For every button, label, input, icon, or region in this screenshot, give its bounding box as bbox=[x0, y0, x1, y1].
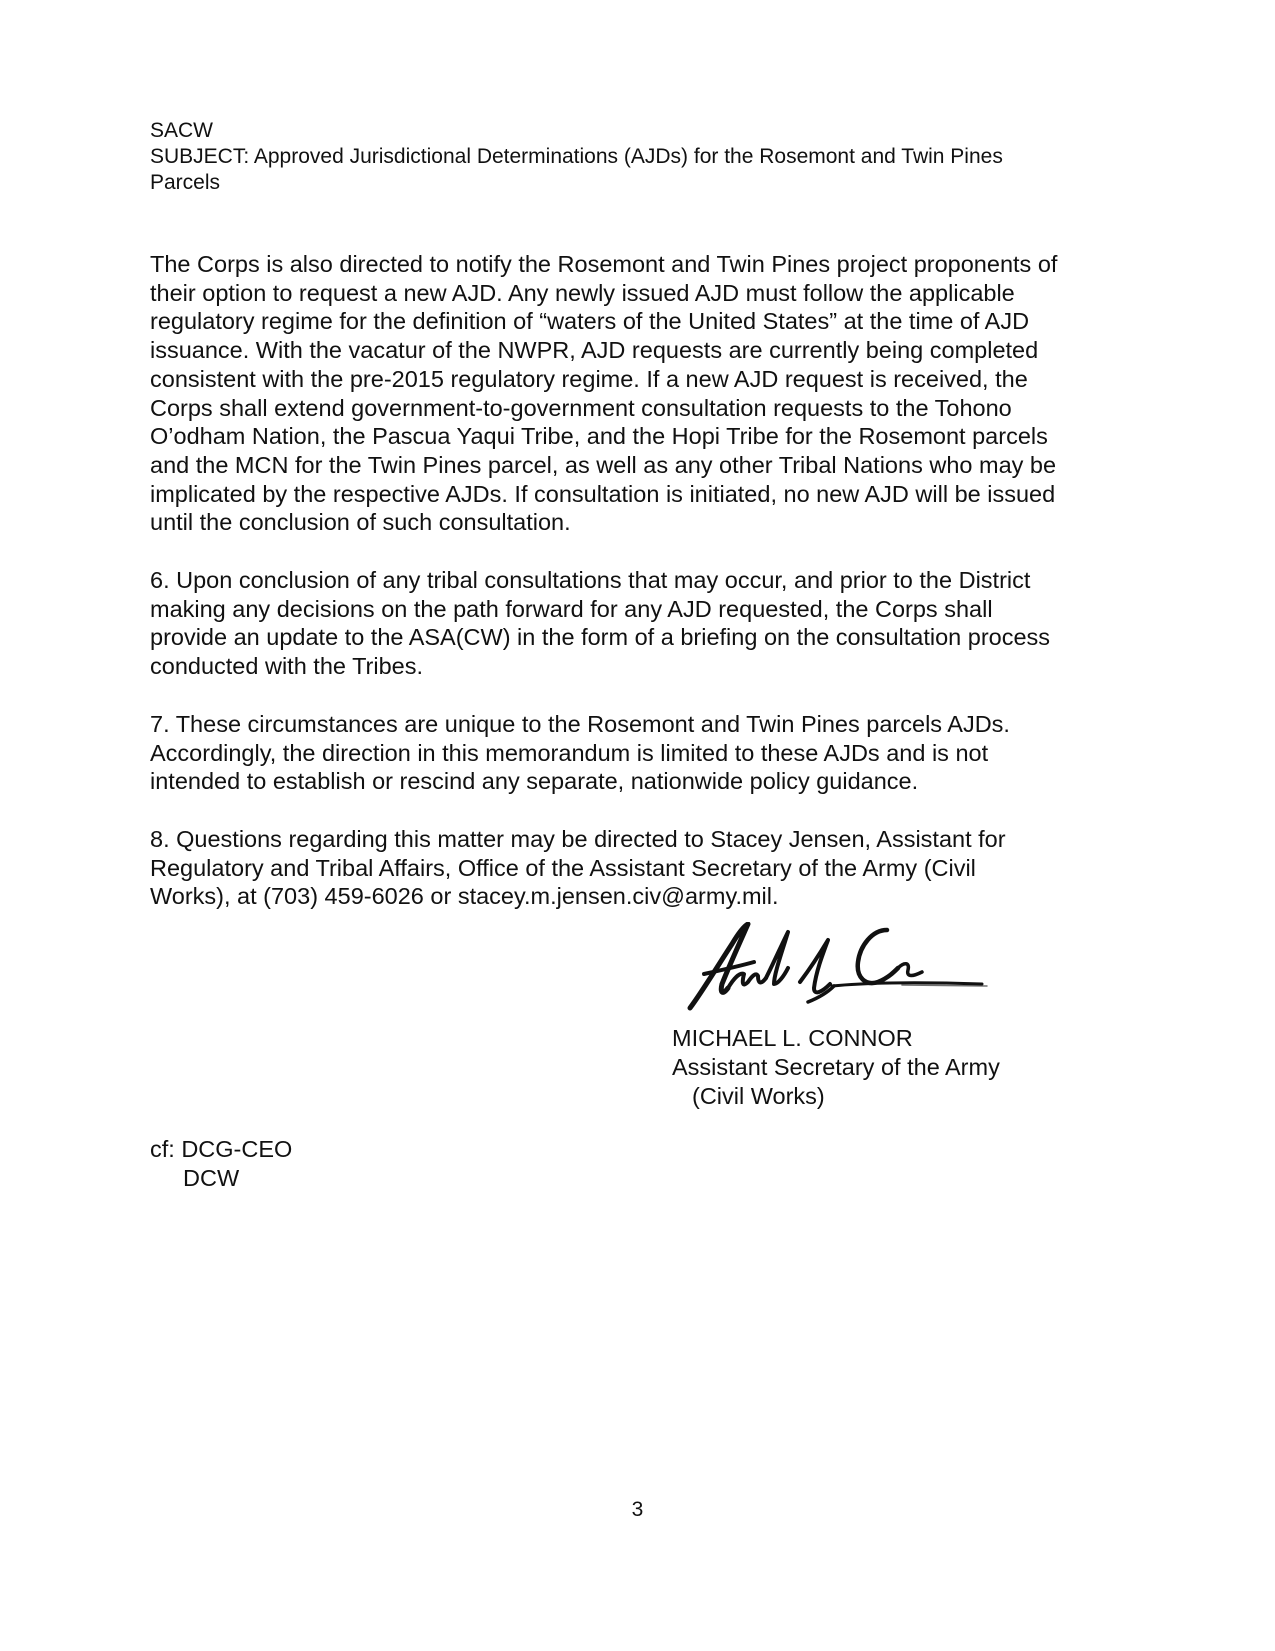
paragraph-7 bbox=[150, 710, 1130, 796]
text-line: The Corps is also directed to notify the Rosemont and Twin Pines project proponents of bbox=[150, 251, 1058, 277]
memo-body bbox=[150, 250, 1130, 940]
subject-line-1: SUBJECT: Approved Jurisdictional Determinations (AJDs) for the Rosemont and Twin Pines bbox=[150, 145, 1003, 168]
handwritten-signature bbox=[682, 922, 992, 1022]
text-line: intended to establish or rescind any separate, nationwide policy guidance. bbox=[150, 768, 919, 795]
subject-line-2: Parcels bbox=[150, 171, 221, 194]
signer-name: MICHAEL L. CONNOR bbox=[672, 1025, 913, 1051]
text-line: conducted with the Tribes. bbox=[150, 653, 424, 680]
text-line: 6. Upon conclusion of any tribal consultations that may occur, and prior to the District bbox=[150, 567, 1031, 594]
office-symbol: SACW bbox=[150, 119, 213, 142]
text-line: Accordingly, the direction in this memorandum is limited to these AJDs and is not bbox=[150, 739, 989, 766]
text-line: O’odham Nation, the Pascua Yaqui Tribe, and the Hopi Tribe for the Rosemont parcels bbox=[150, 423, 1048, 450]
paragraph-6 bbox=[150, 566, 1130, 681]
text-line: Regulatory and Tribal Affairs, Office of the Assistant Secretary of the Army (Civil bbox=[150, 854, 976, 881]
text-line: Corps shall extend government-to-government consultation requests to the Tohono bbox=[150, 394, 1012, 421]
text-line: issuance. With the vacatur of the NWPR, AJD requests are currently being completed bbox=[150, 337, 1039, 364]
page-number: 3 bbox=[631, 1498, 644, 1521]
memo-header bbox=[150, 118, 1130, 196]
copy-furnished bbox=[150, 1135, 292, 1193]
text-line: 7. These circumstances are unique to the Rosemont and Twin Pines parcels AJDs. bbox=[150, 710, 1010, 737]
text-line: provide an update to the ASA(CW) in the form of a briefing on the consultation process bbox=[150, 624, 1051, 651]
cf-line-1: cf: DCG-CEO bbox=[150, 1136, 293, 1162]
text-line: Works), at (703) 459-6026 or stacey.m.jensen.civ@army.mil. bbox=[150, 883, 779, 910]
text-line: and the MCN for the Twin Pines parcel, as well as any other Tribal Nations who may be bbox=[150, 451, 1057, 478]
text-line: 8. Questions regarding this matter may be directed to Stacey Jensen, Assistant for bbox=[150, 825, 1006, 852]
text-line: regulatory regime for the definition of “waters of the United States” at the time of AJD bbox=[150, 308, 1030, 335]
paragraph-consultation bbox=[150, 250, 1130, 537]
text-line: implicated by the respective AJDs. If consultation is initiated, no new AJD will be issued bbox=[150, 480, 1056, 507]
signer-title-sub: (Civil Works) bbox=[692, 1083, 825, 1109]
signer-details bbox=[672, 1024, 1000, 1111]
cf-line-2: DCW bbox=[183, 1165, 240, 1191]
text-line: consistent with the pre-2015 regulatory regime. If a new AJD request is received, the bbox=[150, 365, 1028, 392]
text-line: their option to request a new AJD. Any newly issued AJD must follow the applicable bbox=[150, 279, 1015, 306]
signer-title: Assistant Secretary of the Army bbox=[672, 1054, 1000, 1080]
text-line: making any decisions on the path forward for any AJD requested, the Corps shall bbox=[150, 595, 993, 622]
text-line: until the conclusion of such consultation. bbox=[150, 509, 571, 536]
paragraph-8 bbox=[150, 825, 1130, 911]
